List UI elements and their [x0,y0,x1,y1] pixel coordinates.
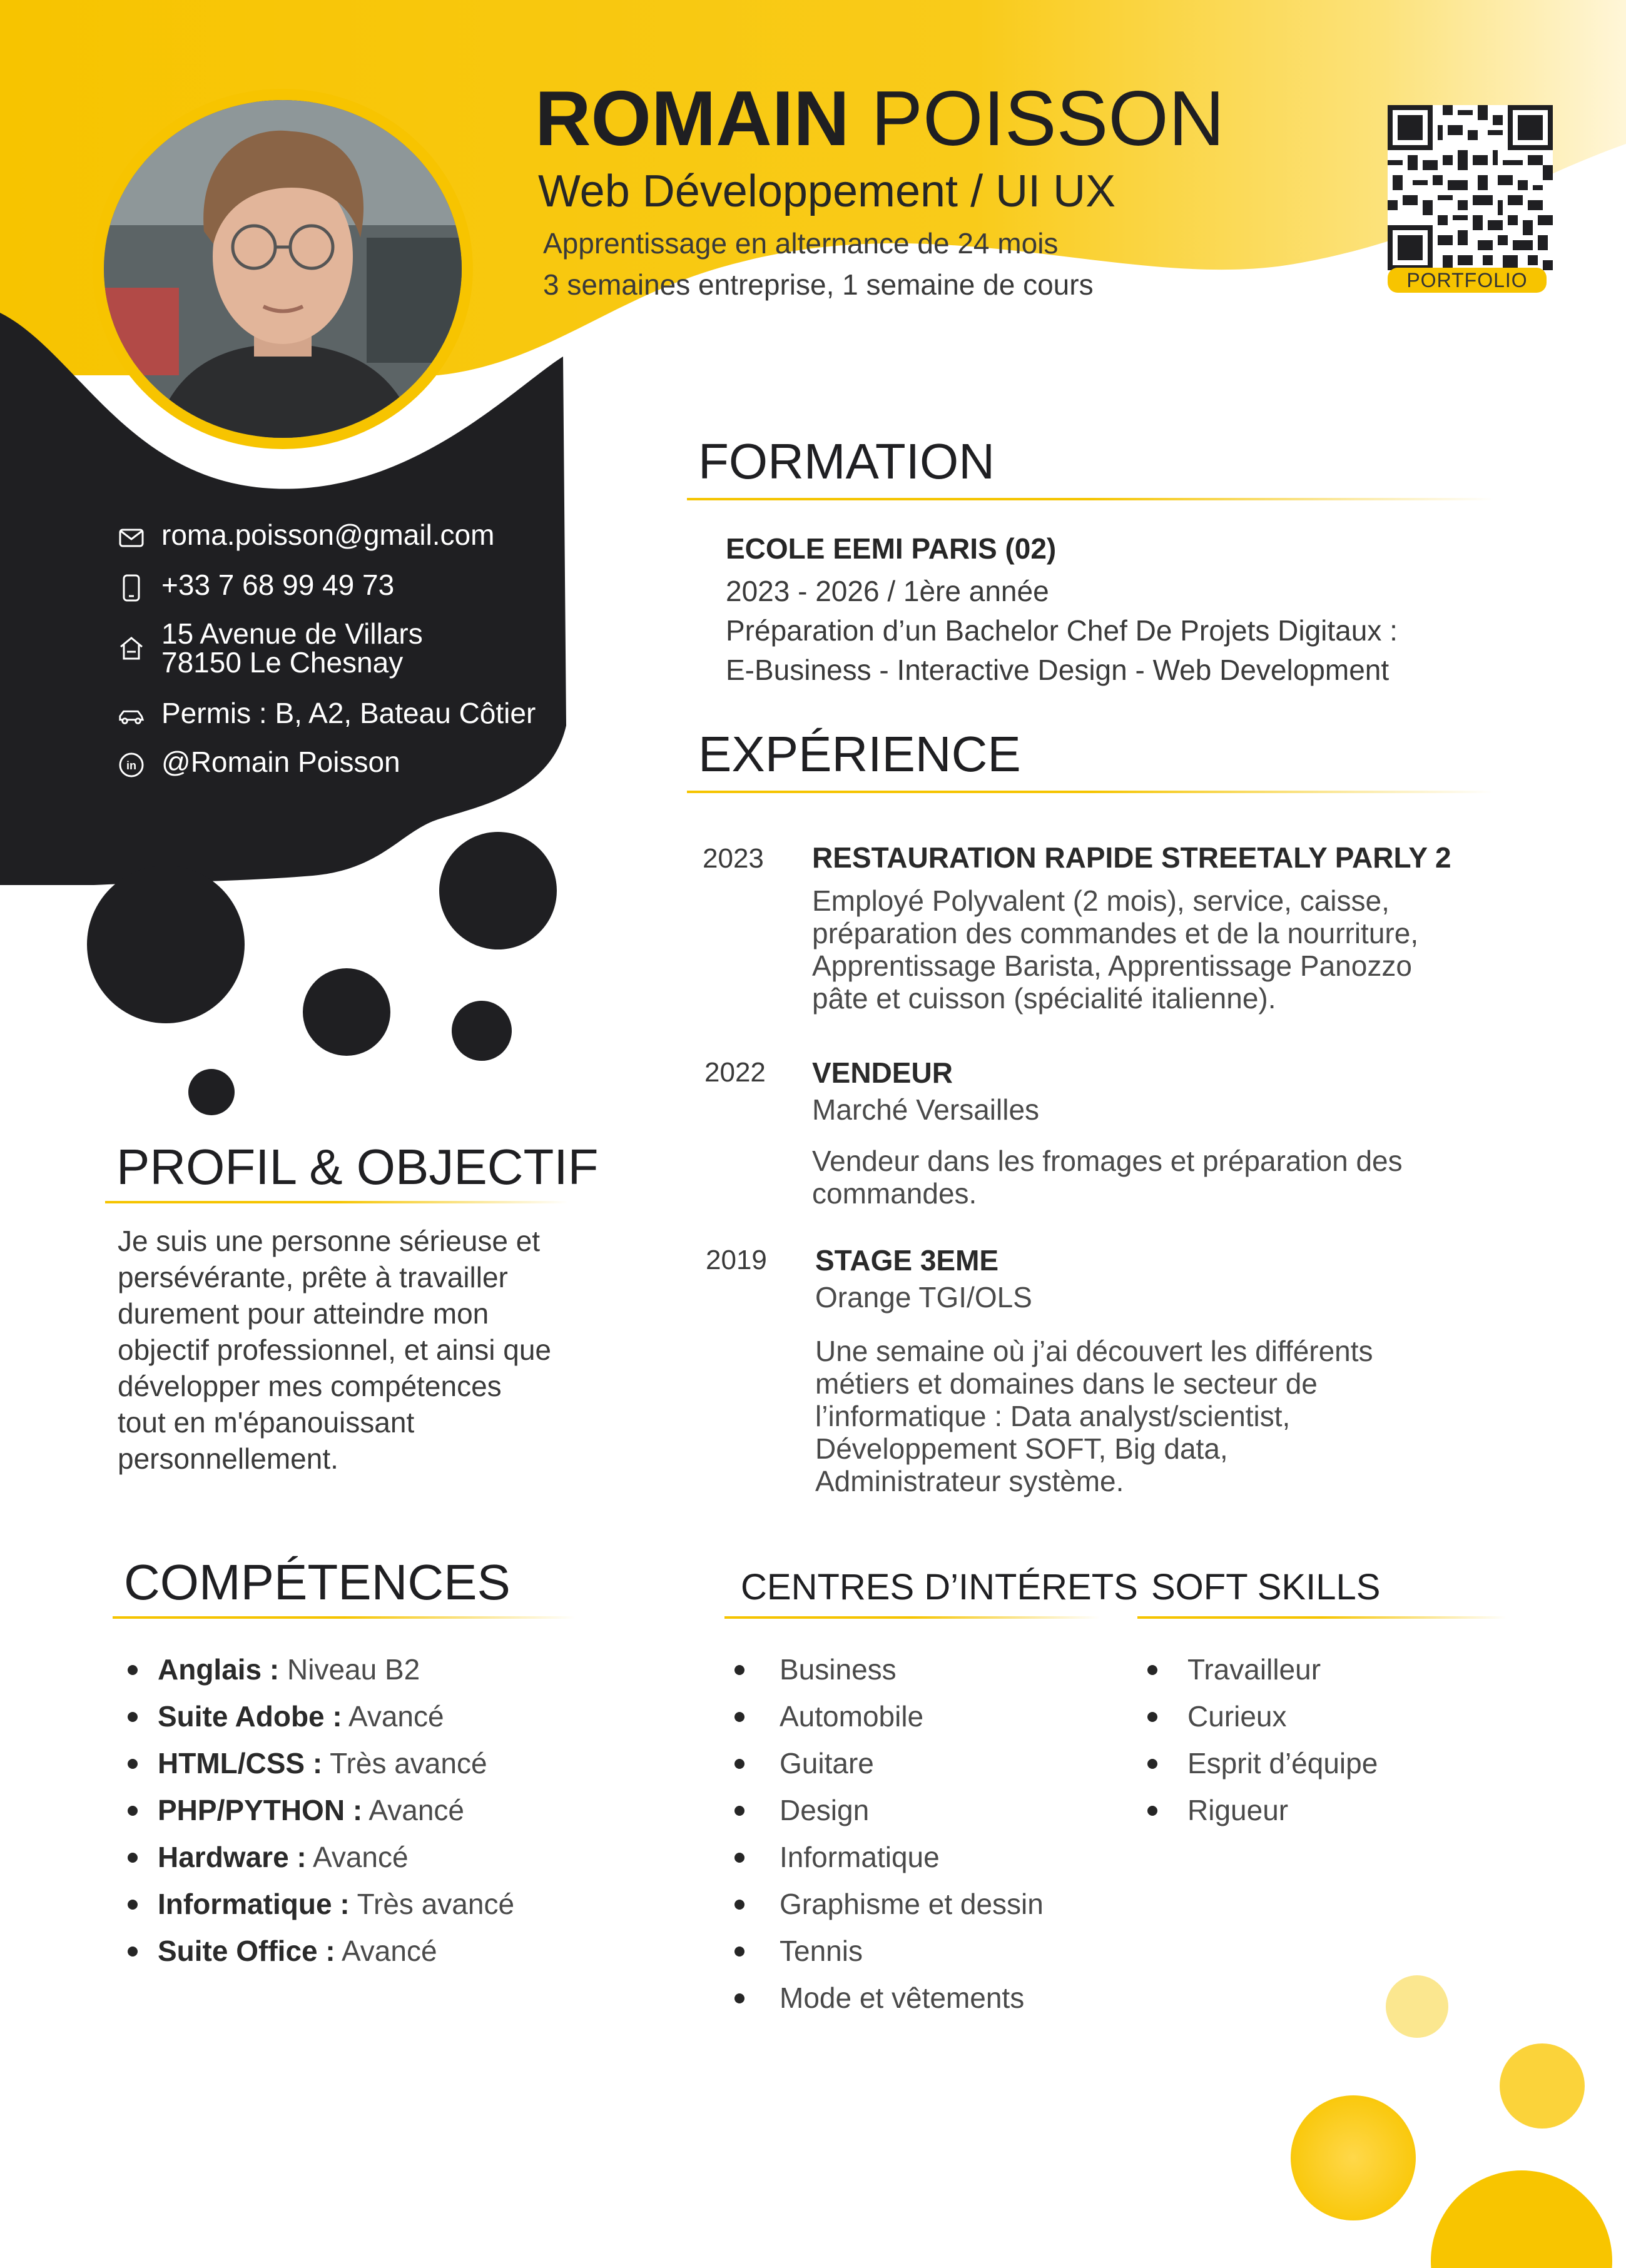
profil-line: développer mes compétences [118,1370,502,1402]
dark-bubble [452,1001,512,1061]
formation-line: Préparation d’un Bachelor Chef De Projets Digitaux : [726,614,1398,647]
interets-rule [724,1616,1100,1619]
yellow-bubble [1291,2095,1416,2220]
description-line: Développement SOFT, Big data, [815,1432,1228,1465]
experience-title: STAGE 3EME [815,1244,999,1277]
description-line: Vendeur dans les fromages et préparation des [812,1145,1403,1177]
formation-school: ECOLE EEMI PARIS (02) [726,532,1057,565]
profil-heading: PROFIL & OBJECTIF [116,1139,599,1195]
list-item [119,1646,514,1693]
description-line: l’informatique : Data analyst/scientist, [815,1400,1291,1432]
home-icon [118,634,145,662]
interets-heading: CENTRES D’INTÉRETS [741,1567,1138,1607]
list-item [119,1693,514,1740]
portfolio-label[interactable]: PORTFOLIO [1388,268,1547,293]
experience-title: RESTAURATION RAPIDE STREETALY PARLY 2 [812,841,1451,874]
job-title: Web Développement / UI UX [538,166,1116,216]
list-item: Design [726,1787,1044,1834]
dark-bubble [303,968,390,1056]
skill-name: Suite Office : [158,1935,335,1967]
experience-description [812,1145,1403,1210]
last-name: POISSON [871,76,1225,162]
svg-text:in: in [126,759,136,772]
list-item: Automobile [726,1693,1044,1740]
header-subtitle-1: Apprentissage en alternance de 24 mois [543,227,1059,260]
competences-list [119,1646,514,1975]
skill-level: Niveau B2 [279,1653,420,1686]
profile-photo [104,100,462,438]
description-line: préparation des commandes et de la nourriture, [812,917,1419,949]
description-line: pâte et cuisson (spécialité italienne). [812,982,1276,1015]
list-item: Esprit d’équipe [1139,1740,1378,1787]
formation-rule [687,498,1494,500]
list-item [119,1881,514,1928]
phone-text: +33 7 68 99 49 73 [161,569,395,601]
candidate-name [535,76,1225,162]
dark-bubble [439,832,557,949]
yellow-bubble [1431,2170,1612,2268]
profil-text [118,1223,551,1477]
contact-email[interactable] [118,520,494,552]
skill-name: HTML/CSS : [158,1747,323,1779]
experience-rule [687,791,1494,793]
skill-name: Hardware : [158,1841,307,1873]
soft-skills-rule [1137,1616,1507,1619]
profil-line: tout en m'épanouissant [118,1406,415,1439]
soft-skills-heading: SOFT SKILLS [1151,1567,1381,1607]
formation-line: 2023 - 2026 / 1ère année [726,575,1049,607]
list-item [119,1740,514,1787]
contact-address [118,619,423,677]
profil-line: persévérante, prête à travailler [118,1261,508,1293]
linkedin-text: @Romain Poisson [161,746,400,778]
list-item: Guitare [726,1740,1044,1787]
list-item: Rigueur [1139,1787,1378,1834]
profil-line: durement pour atteindre mon [118,1297,489,1330]
description-line: Apprentissage Barista, Apprentissage Panozzo [812,949,1412,982]
license-text: Permis : B, A2, Bateau Côtier [161,697,536,729]
address-line-2: 78150 Le Chesnay [161,646,404,679]
dark-bubble [87,866,245,1023]
yellow-bubble [1386,1975,1448,2038]
soft-skills-list [1139,1646,1378,1834]
skill-level: Avancé [342,1700,444,1733]
experience-heading: EXPÉRIENCE [698,726,1021,782]
skill-name: Informatique : [158,1888,350,1920]
experience-year: 2019 [706,1245,767,1275]
list-item [119,1928,514,1975]
description-line: Une semaine où j’ai découvert les différents [815,1335,1373,1367]
qr-code-icon[interactable] [1388,105,1553,270]
competences-rule [113,1616,576,1619]
contact-linkedin[interactable] [118,747,400,779]
list-item: Graphisme et dessin [726,1881,1044,1928]
description-line: métiers et domaines dans le secteur de [815,1367,1318,1400]
list-item: Informatique [726,1834,1044,1881]
address-line-1: 15 Avenue de Villars [161,617,423,650]
skill-level: Avancé [306,1841,409,1873]
profil-line: personnellement. [118,1442,338,1475]
list-item: Travailleur [1139,1646,1378,1693]
contact-phone[interactable] [118,570,394,602]
experience-year: 2023 [703,843,764,874]
mail-icon [118,524,145,552]
profil-line: objectif professionnel, et ainsi que [118,1334,551,1366]
phone-icon [118,574,145,602]
skill-level: Avancé [335,1935,437,1967]
experience-title: VENDEUR [812,1056,953,1089]
list-item [119,1834,514,1881]
skill-level: Avancé [362,1794,464,1826]
dark-bubble [188,1069,235,1115]
car-icon [118,702,145,730]
formation-line: E-Business - Interactive Design - Web Development [726,654,1390,686]
skill-level: Très avancé [322,1747,487,1779]
skill-name: Anglais : [158,1653,280,1686]
experience-description [815,1335,1373,1497]
first-name: ROMAIN [535,76,850,162]
experience-subtitle: Marché Versailles [812,1093,1040,1126]
contact-license [118,699,536,730]
competences-heading: COMPÉTENCES [124,1554,511,1610]
formation-heading: FORMATION [698,433,995,489]
description-line: Employé Polyvalent (2 mois), service, caisse, [812,884,1390,917]
list-item: Business [726,1646,1044,1693]
skill-name: Suite Adobe : [158,1700,342,1733]
header-subtitle-2: 3 semaines entreprise, 1 semaine de cours [543,268,1094,301]
email-text: roma.poisson@gmail.com [161,519,495,551]
experience-year: 2022 [704,1057,766,1088]
skill-level: Très avancé [349,1888,515,1920]
profil-rule [105,1201,568,1203]
list-item [119,1787,514,1834]
experience-description [812,884,1418,1015]
yellow-bubble [1500,2043,1585,2129]
list-item: Mode et vêtements [726,1975,1044,2022]
list-item: Tennis [726,1928,1044,1975]
linkedin-icon [118,751,145,779]
description-line: commandes. [812,1177,977,1210]
skill-name: PHP/PYTHON : [158,1794,363,1826]
interets-list [726,1646,1044,2022]
profil-line: Je suis une personne sérieuse et [118,1225,541,1257]
description-line: Administrateur système. [815,1465,1124,1497]
list-item: Curieux [1139,1693,1378,1740]
experience-subtitle: Orange TGI/OLS [815,1281,1032,1314]
